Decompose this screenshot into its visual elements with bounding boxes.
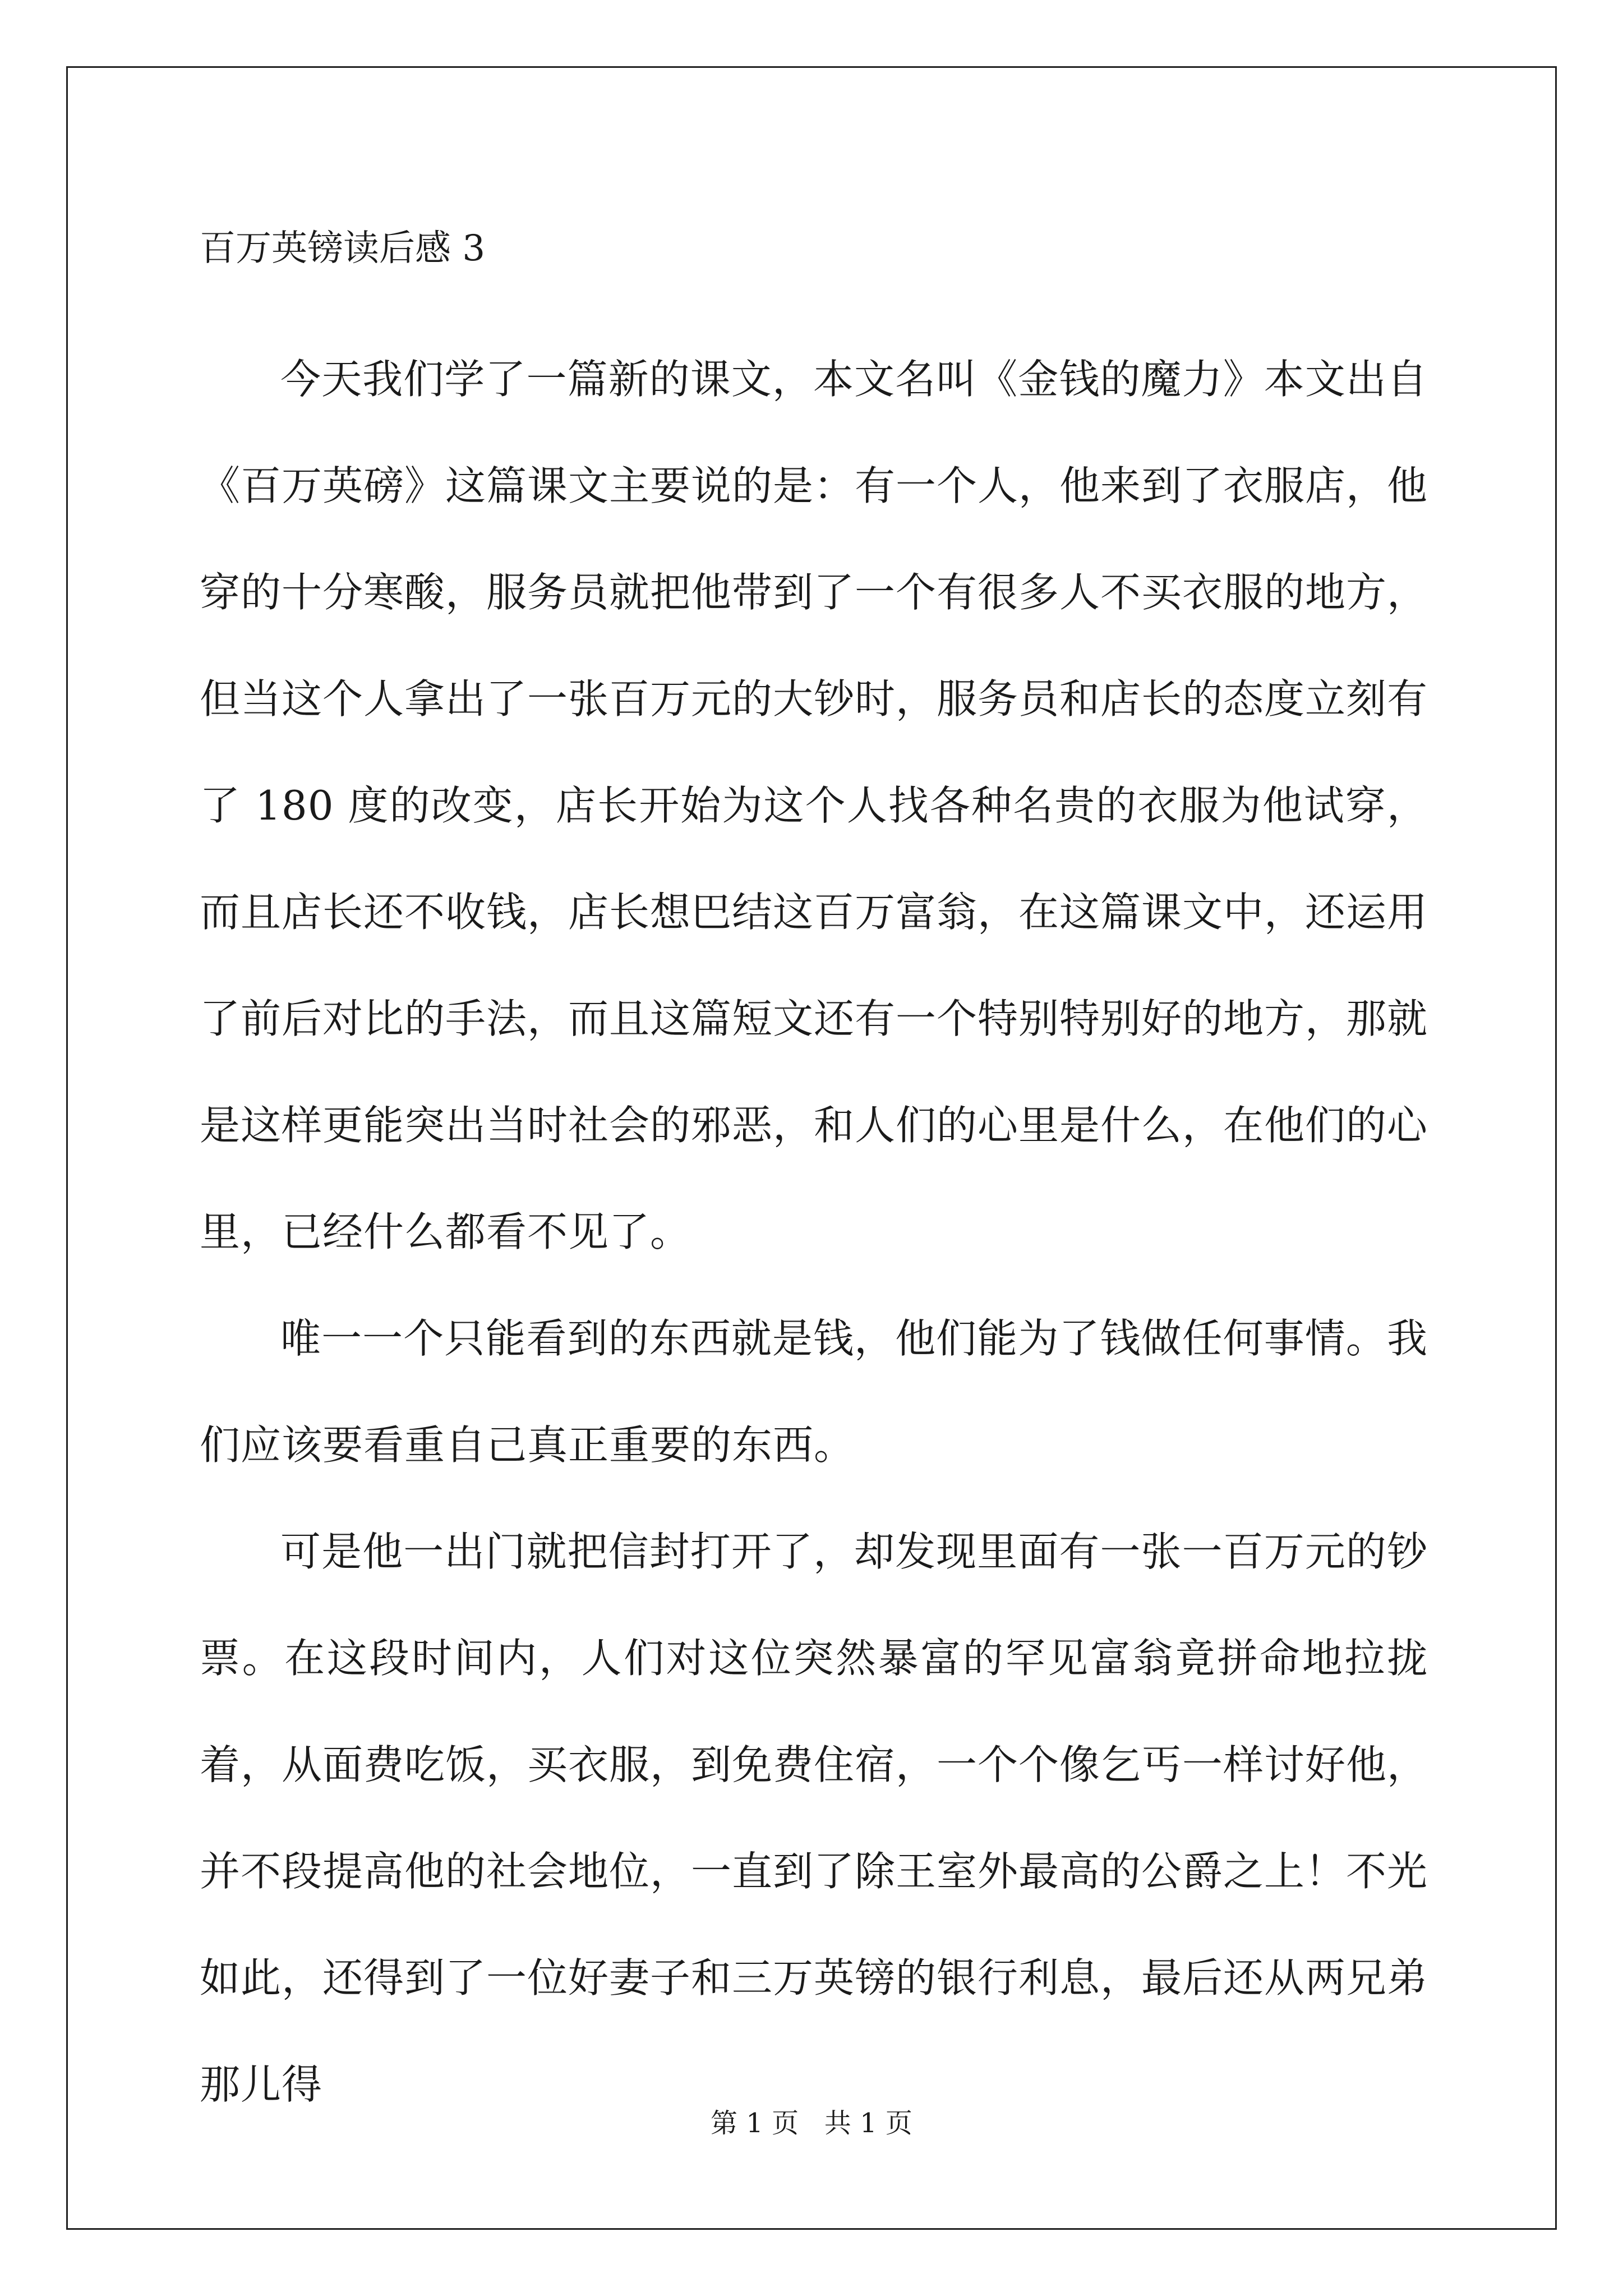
paragraph-1: 今天我们学了一篇新的课文，本文名叫《金钱的魔力》本文出自《百万英磅》这篇课文主要说的是：有一个人，他来到了衣服店，他穿的十分寒酸，服务员就把他带到了一个有很多人不买衣服的地方，但当这个人拿出了一张百万元的大钞时，服务员和店长的态度立刻有了 180 度的改变，店长开始为这个人找各种名贵的衣服为他试穿，而且店长还不收钱，店长想巴结这百万富翁，在这篇课文中，还运用了前后对比的手法，而且这篇短文还有一个特别特别好的地方，那就是这样更能突出当时社会的邪恶，和人们的心里是什么，在他们的心里，已经什么都看不见了。 xyxy=(200,356,1428,1255)
document-body xyxy=(200,222,1428,2138)
page-footer: 第 1 页 共 1 页 xyxy=(711,2108,912,2139)
document-title: 百万英镑读后感 3 xyxy=(200,228,486,269)
paragraph-2: 唯一一个只能看到的东西就是钱，他们能为了钱做任何事情。我们应该要看重自己真正重要的东西。 xyxy=(200,1315,1428,1469)
paragraph-3: 可是他一出门就把信封打开了，却发现里面有一张一百万元的钞票。在这段时间内，人们对这位突然暴富的罕见富翁竟拼命地拉拢着，从面费吃饭，买衣服，到免费住宿，一个个像乞丐一样讨好他，并不段提高他的社会地位，一直到了除王室外最高的公爵之上！不光如此，还得到了一位好妻子和三万英镑的银行利息，最后还从两兄弟那儿得 xyxy=(200,1528,1428,2108)
